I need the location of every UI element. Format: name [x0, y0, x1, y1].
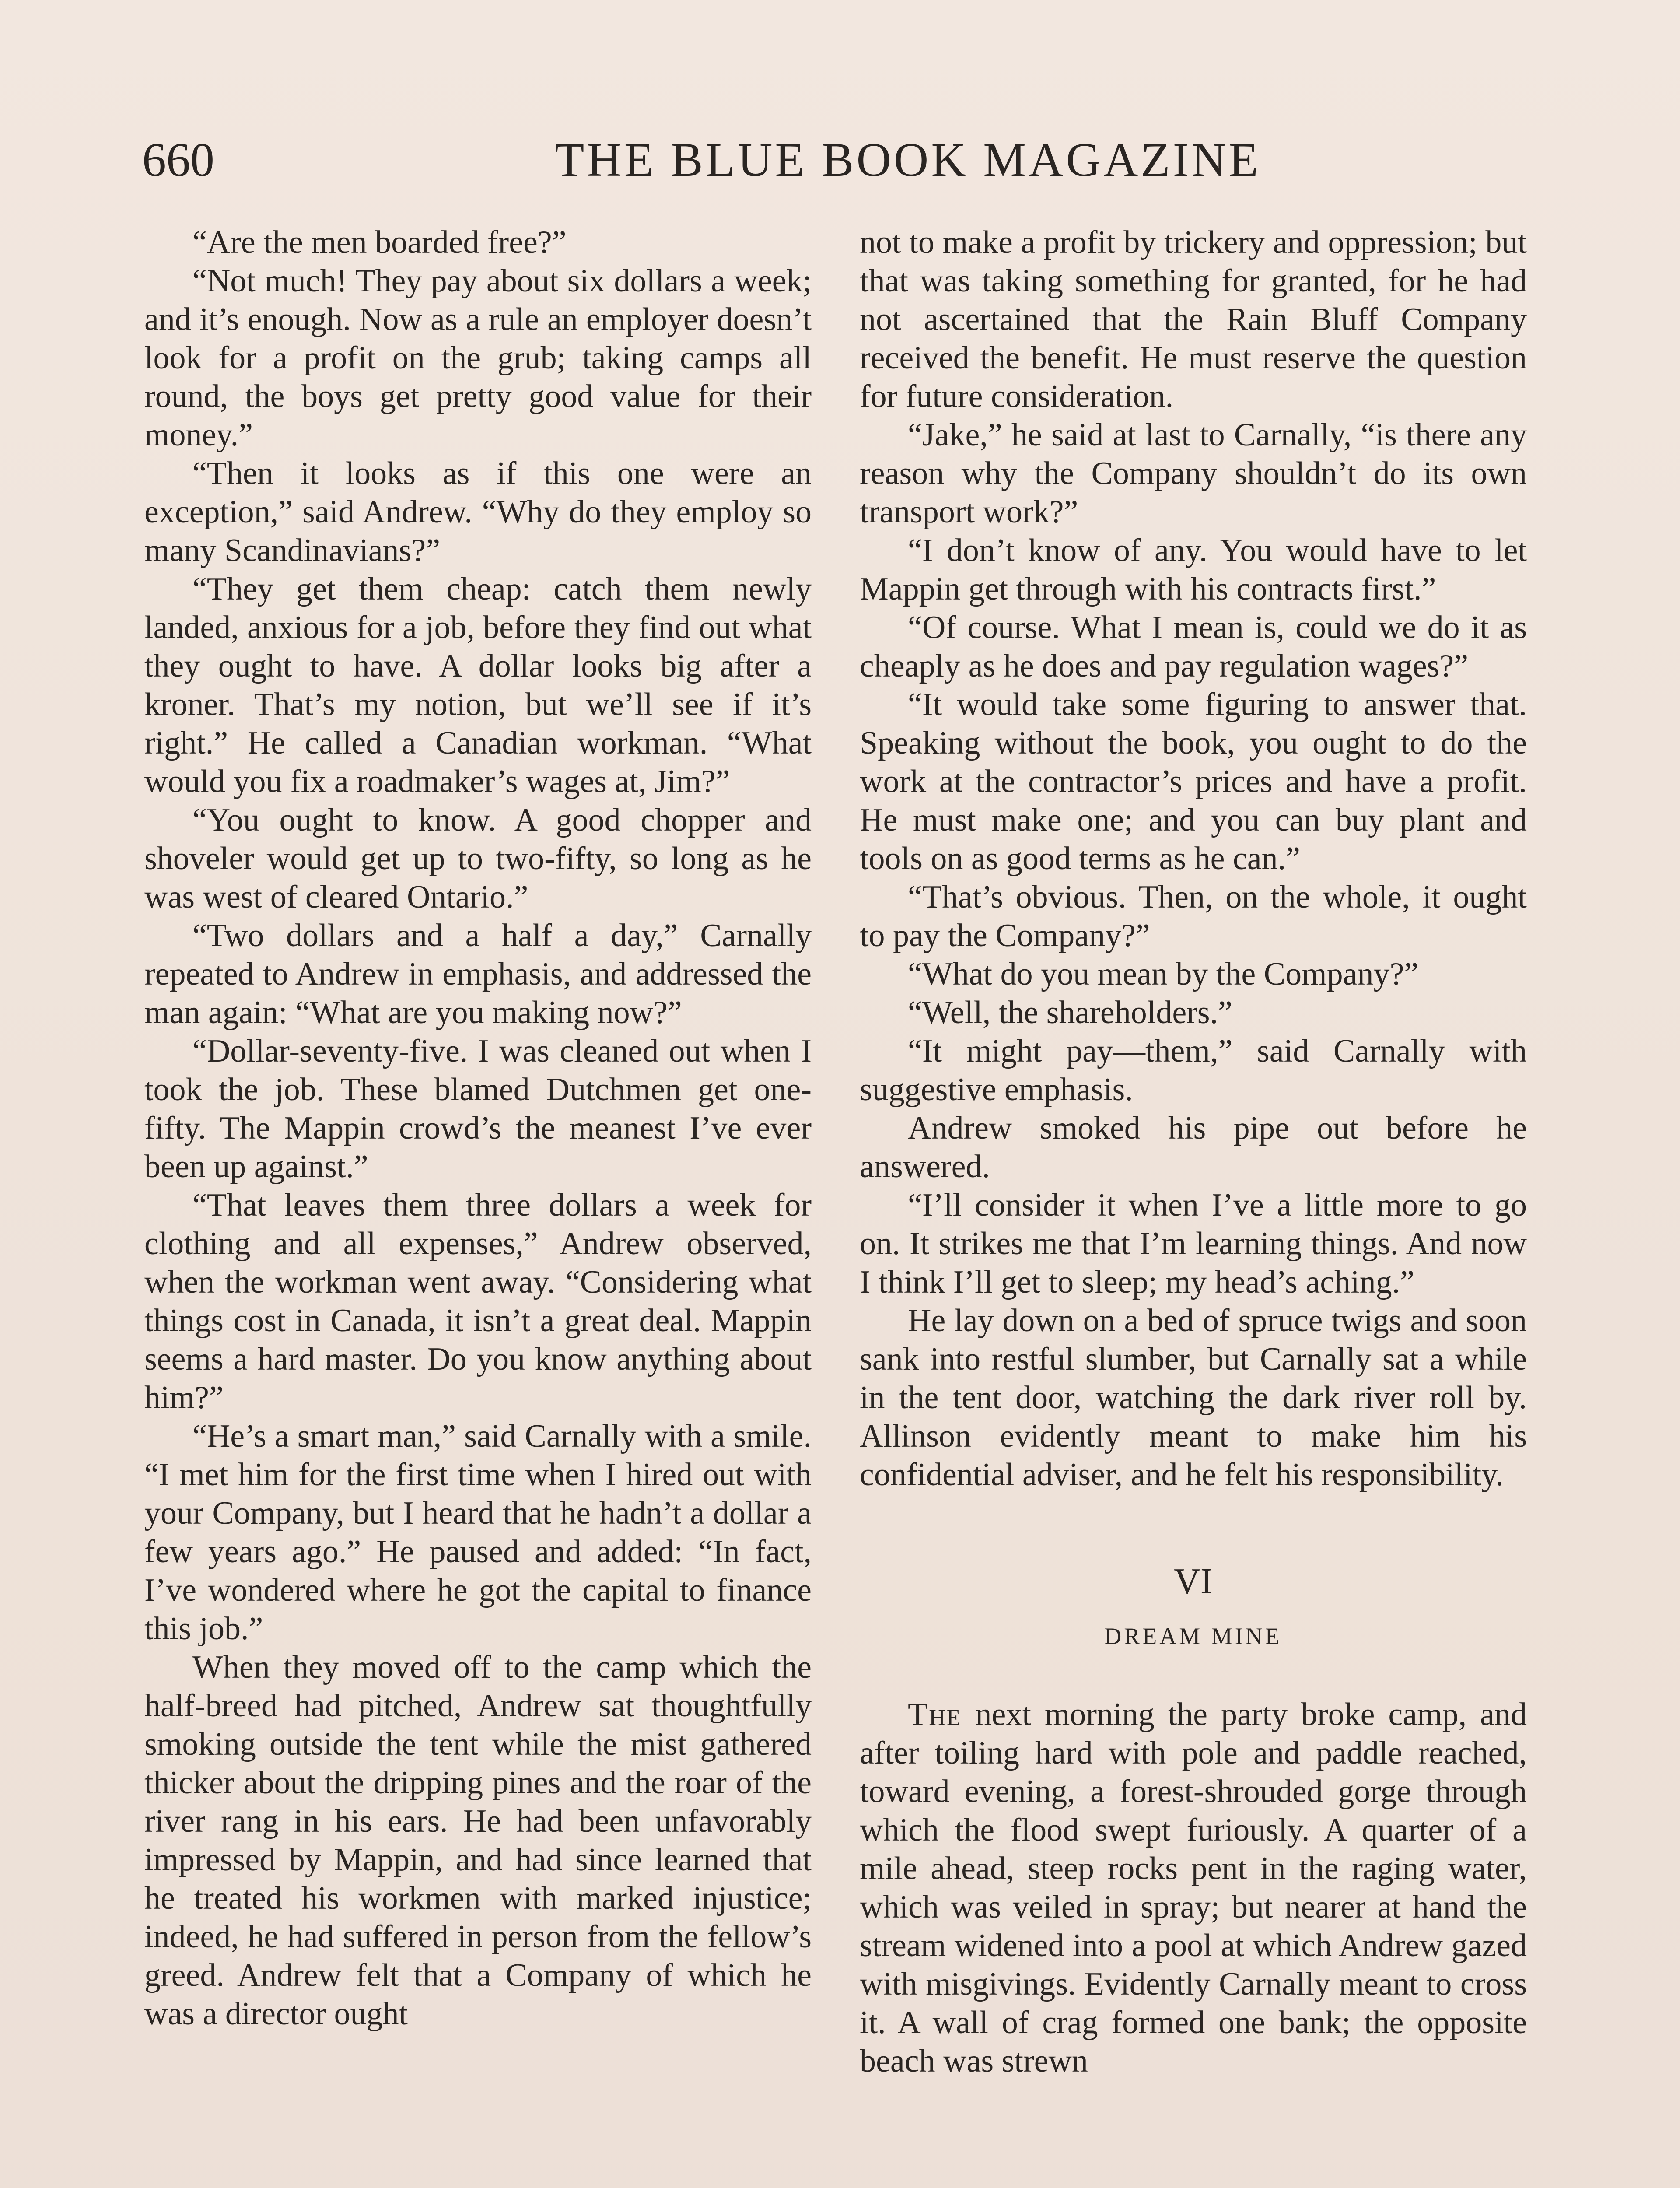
paragraph: When they moved off to the camp which the half-breed had pitched, Andrew sat thoughtfully smoking outside the tent while the mist gathered thicker about the dripping pines and the roar of the river rang in his ears. He had been unfavorably impressed by Mappin, and had since learned that he treated his workmen with marked injustice; indeed, he had suffered in person from the fellow’s greed. Andrew felt that a Company of which he was a director ought [144, 1649, 812, 2032]
page-number: 660 [142, 133, 214, 186]
paragraph: “It would take some figuring to answer that. Speaking without the book, you ought to do the work at the contractor’s prices and have a profit. He must make one; and you can buy plant and tools on as good terms as he can.” [860, 687, 1527, 877]
paragraph: “They get them cheap: catch them newly landed, anxious for a job, before they find out what they ought to have. A dollar looks big after a kroner. That’s my notion, but we’ll see if it’s right.” He called a Canadian workman. “What would you fix a roadmaker’s wages at, Jim?” [144, 571, 812, 799]
paragraph: He lay down on a bed of spruce twigs and soon sank into restful slumber, but Carnally sat a while in the tent door, watching the dark river roll by. Allinson evidently meant to make him his confidential adviser, and he felt his responsibility. [860, 1303, 1527, 1493]
page-header [142, 127, 1551, 193]
paragraph: “Well, the shareholders.” [908, 995, 1232, 1031]
paragraph: “Not much! They pay about six dollars a week; and it’s enough. Now as a rule an employer doesn’t look for a profit on the grub; taking camps all round, the boys get pretty good value for their money.” [144, 263, 812, 453]
paragraph: “What do you mean by the Company?” [908, 956, 1419, 992]
paragraph: “You ought to know. A good chopper and shoveler would get up to two-fifty, so long as he was west of cleared Ontario.” [144, 802, 812, 915]
chapter-number: VI [1174, 1561, 1213, 1602]
paragraph: “Are the men boarded free?” [192, 224, 567, 260]
opening-word: The [908, 1697, 962, 1732]
running-title: THE BLUE BOOK MAGAZINE [555, 133, 1261, 186]
chapter-opening-paragraph [860, 1695, 1527, 2080]
paragraph: “That leaves them three dollars a week for clothing and all expenses,” Andrew observed, when the workman went away. “Considering what things cost in Canada, it isn’t a great deal. Mappin seems a hard master. Do you know anything about him?” [144, 1187, 812, 1416]
paragraph: “That’s obvious. Then, on the whole, it ought to pay the Company?” [860, 879, 1527, 954]
right-column [860, 223, 1527, 2080]
paragraph: Andrew smoked his pipe out before he answered. [860, 1110, 1527, 1185]
paragraph: “Jake,” he said at last to Carnally, “is there any reason why the Company shouldn’t do its own transport work?” [860, 417, 1527, 530]
left-column [144, 223, 812, 2033]
paragraph: “Two dollars and a half a day,” Carnally repeated to Andrew in emphasis, and addressed the man again: “What are you making now?” [144, 918, 812, 1031]
chapter-title: DREAM MINE [1104, 1623, 1282, 1649]
paragraph: “I don’t know of any. You would have to let Mappin get through with his contracts first.” [860, 533, 1527, 607]
opening-text: next morning the party broke camp, and after toiling hard with pole and paddle reached, toward evening, a forest-shrouded gorge through which the flood swept furiously. A quarter of a mile ahead, steep rocks pent in the raging water, which was veiled in spray; but nearer at hand the stream widened into a pool at which Andrew gazed with misgivings. Evidently Carnally meant to cross it. A wall of crag formed one bank; the opposite beach was strewn [860, 1697, 1527, 2079]
paragraph: “Then it looks as if this one were an exception,” said Andrew. “Why do they employ so many Scandinavians?” [144, 456, 812, 568]
paragraph: not to make a profit by trickery and oppression; but that was taking something for granted, for he had not ascertained that the Rain Bluff Company received the benefit. He must reserve the question for future consideration. [860, 224, 1527, 414]
paragraph: “He’s a smart man,” said Carnally with a smile. “I met him for the first time when I hired out with your Company, but I heard that he hadn’t a dollar a few years ago.” He paused and added: “In fact, I’ve wondered where he got the capital to finance this job.” [144, 1418, 812, 1647]
paragraph: “Dollar-seventy-five. I was cleaned out when I took the job. These blamed Dutchmen get one-fifty. The Mappin crowd’s the meanest I’ve ever been up against.” [144, 1033, 812, 1185]
paragraph: “It might pay—them,” said Carnally with suggestive emphasis. [860, 1033, 1527, 1108]
paragraph: “Of course. What I mean is, could we do it as cheaply as he does and pay regulation wages?” [860, 610, 1527, 684]
paragraph: “I’ll consider it when I’ve a little more to go on. It strikes me that I’m learning things. And now I think I’ll get to sleep; my head’s aching.” [860, 1187, 1527, 1300]
